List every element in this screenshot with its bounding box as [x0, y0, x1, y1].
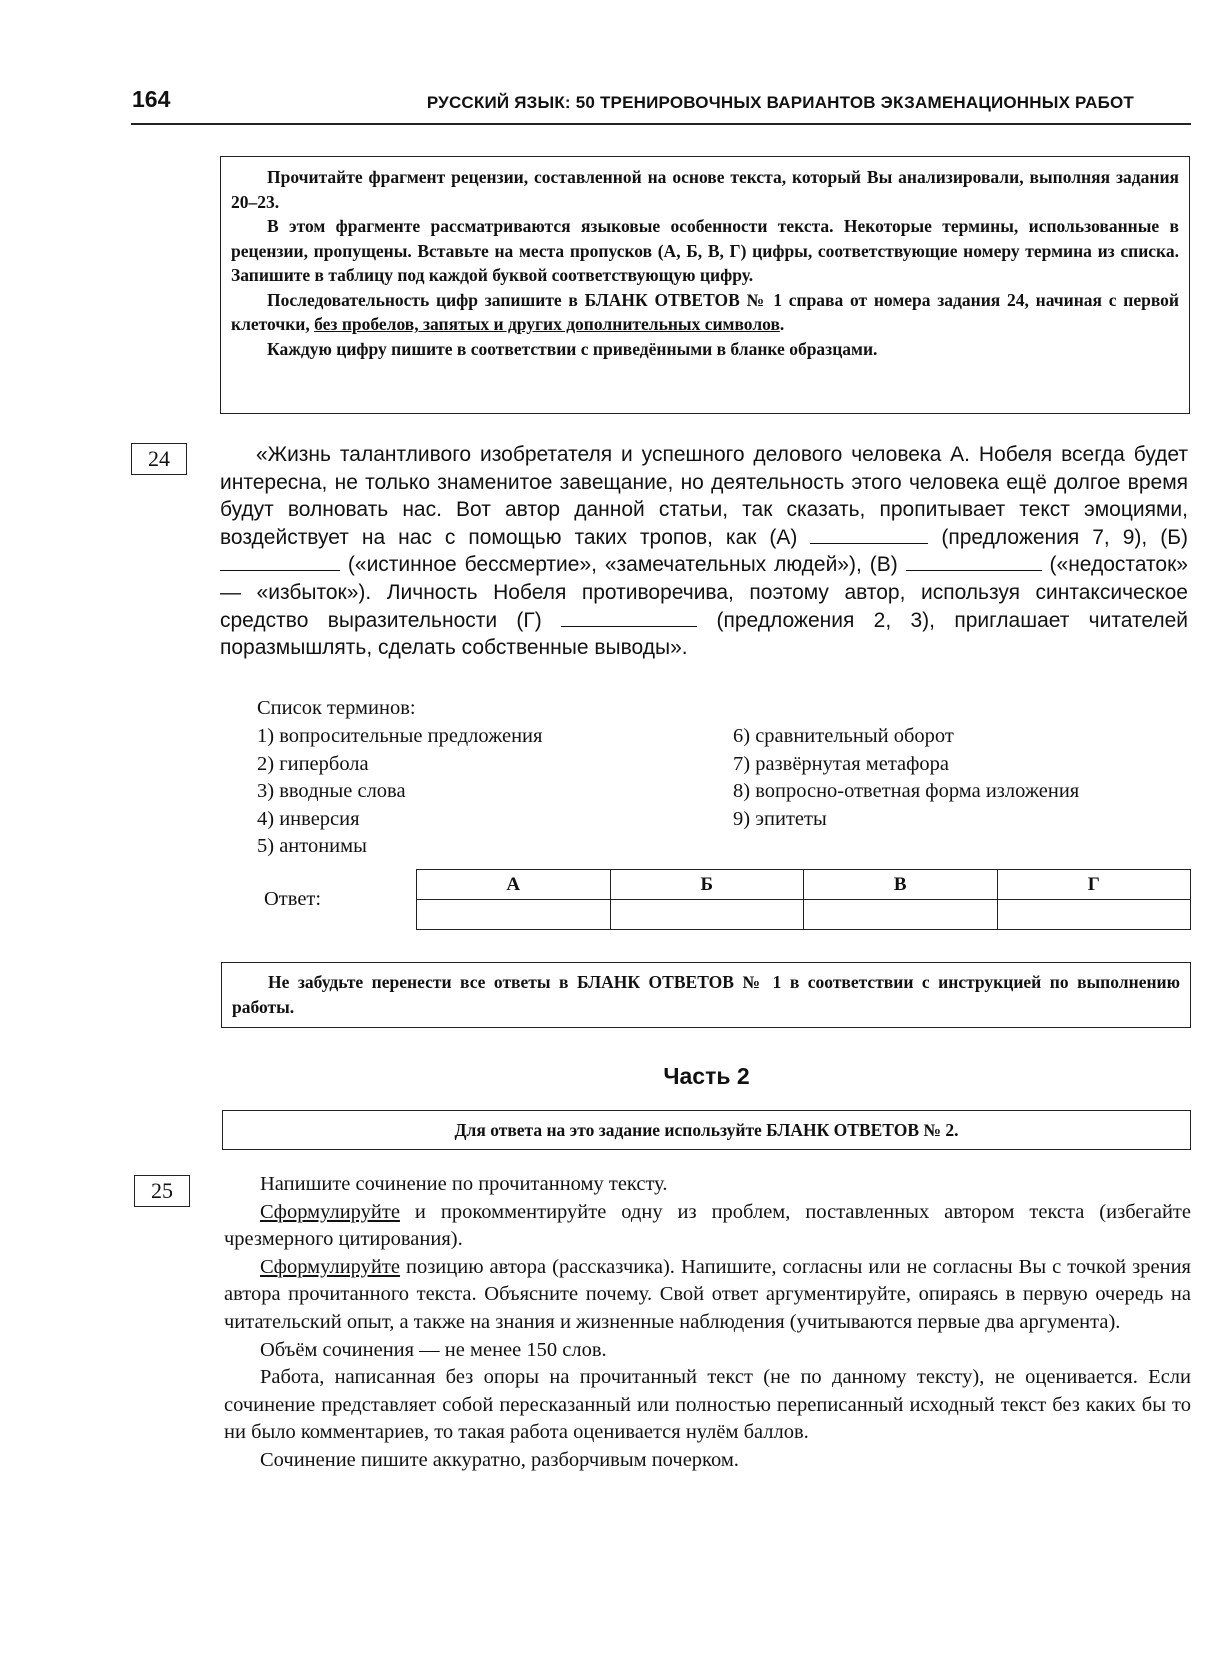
- instruction-paragraph: Прочитайте фрагмент рецензии, составленной на основе текста, который Вы анализировали, выполняя задания 20–23.: [231, 167, 1179, 212]
- term-item: 7) развёрнутая метафора: [733, 752, 950, 775]
- answer-input-row: [417, 900, 1191, 930]
- underlined-verb: Сформулируйте: [260, 1255, 400, 1278]
- blank-g: [561, 607, 697, 627]
- instruction-paragraph: В этом фрагменте рассматриваются языковые особенности текста. Некоторые термины, использованные в рецензии, пропущены. Вставьте на места пропусков (А, Б, В, Г) цифры, соответствующие номеру термина из списка. Запишите в таблицу под каждой буквой соответствующую цифру.: [231, 216, 1179, 285]
- review-text: «Жизнь талантливого изобретателя и успешного делового человека А. Нобеля всегда будет интересна, не только знаменитое завещание, но деятельность этого человека ещё долгое время будут волновать нас. Вот автор данной статьи, так сказать, пропитывает текст эмоциями, воздействует на нас с помощью таких тропов, как (А): [220, 443, 1188, 549]
- review-text: («недостаток» — «избыток»). Личность Нобеля противоречива, поэтому автор, используя синтаксическое средство выразительности (Г): [220, 553, 1188, 632]
- blank-a: [810, 524, 928, 544]
- task-number-badge: 25: [134, 1175, 190, 1207]
- essay-paragraph: [224, 1199, 1191, 1254]
- answer-table: [416, 869, 1191, 930]
- form-note-text: Для ответа на это задание используйте БЛАНК ОТВЕТОВ № 2.: [454, 1120, 959, 1140]
- instruction-paragraph: Каждую цифру пишите в соответствии с приведёнными в бланке образцами.: [267, 338, 878, 359]
- term-item: 2) гипербола: [257, 752, 369, 775]
- answer-cell-a[interactable]: [417, 900, 611, 930]
- essay-paragraph: Объём сочинения — не менее 150 слов.: [260, 1338, 607, 1361]
- page-number: 164: [132, 86, 171, 112]
- term-item: 9) эпитеты: [733, 807, 827, 830]
- blank-b: [220, 551, 340, 571]
- instruction-underlined-text: без пробелов, запятых и других дополнительных символов: [314, 314, 780, 334]
- instructions-box: [220, 156, 1190, 414]
- term-item: 1) вопросительные предложения: [257, 725, 543, 747]
- reminder-text: Не забудьте перенести все ответы в БЛАНК ОТВЕТОВ № 1 в соответствии с инструкцией по выполнению работы.: [232, 972, 1180, 1017]
- terms-column-left: [257, 723, 542, 861]
- terms-list-title: Список терминов:: [257, 697, 416, 719]
- task-number-badge: 24: [131, 443, 187, 475]
- answer-header-row: [417, 870, 1191, 900]
- essay-task: [224, 1171, 1191, 1475]
- review-fragment: [220, 441, 1188, 662]
- essay-paragraph: Сочинение пишите аккуратно, разборчивым почерком.: [260, 1448, 739, 1471]
- answer-cell-v[interactable]: [804, 900, 998, 930]
- answer-label: Ответ:: [264, 888, 322, 910]
- term-item: 6) сравнительный оборот: [733, 725, 954, 747]
- answer-cell-g[interactable]: [997, 900, 1191, 930]
- review-text: (предложения 2, 3), приглашает читателей поразмышлять, сделать собственные выводы».: [220, 608, 1188, 660]
- answer-header-a: А: [417, 870, 611, 900]
- instruction-text: .: [779, 314, 785, 334]
- reminder-box: [221, 962, 1191, 1028]
- review-text: («истинное бессмертие», «замечательных людей»), (В): [347, 553, 898, 577]
- blank-v: [906, 551, 1042, 571]
- header-divider: [131, 123, 1191, 125]
- instruction-paragraph: [231, 288, 1179, 337]
- terms-column-right: [733, 723, 1079, 833]
- underlined-verb: Сформулируйте: [260, 1200, 400, 1223]
- term-item: 3) вводные слова: [257, 780, 406, 802]
- part-title: Часть 2: [663, 1063, 750, 1089]
- term-item: 8) вопросно-ответная форма изложения: [733, 780, 1080, 802]
- essay-text: позицию автора (рассказчика). Напишите, согласны или не согласны Вы с точкой зрения автора прочитанного текста. Объясните почему. Свой ответ аргументируйте, опираясь в первую очередь на читательский опыт, а также на знания и жизненные наблюдения (учитываются первые два аргумента).: [224, 1255, 1191, 1333]
- running-title: РУССКИЙ ЯЗЫК: 50 ТРЕНИРОВОЧНЫХ ВАРИАНТОВ ЭКЗАМЕНАЦИОННЫХ РАБОТ: [426, 93, 1134, 112]
- essay-paragraph: Работа, написанная без опоры на прочитанный текст (не по данному тексту), не оценивается. Если сочинение представляет собой пересказанный или полностью переписанный исходный текст без каких бы то ни было комментариев, то такая работа оценивается нулём баллов.: [224, 1366, 1191, 1444]
- answer-cell-b[interactable]: [610, 900, 804, 930]
- essay-text: и прокомментируйте одну из проблем, поставленных автором текста (избегайте чрезмерного цитирования).: [224, 1200, 1191, 1251]
- essay-paragraph: [224, 1254, 1191, 1337]
- instruction-text: Последовательность цифр запишите в БЛАНК ОТВЕТОВ № 1 справа от номера задания 24, начиная с первой клеточки,: [231, 289, 1179, 334]
- term-item: 4) инверсия: [257, 807, 360, 830]
- form-note-box: [222, 1110, 1191, 1150]
- essay-paragraph: Напишите сочинение по прочитанному тексту.: [260, 1173, 668, 1195]
- answer-header-b: Б: [610, 870, 804, 900]
- answer-header-g: Г: [997, 870, 1191, 900]
- answer-header-v: В: [804, 870, 998, 900]
- term-item: 5) антонимы: [257, 835, 367, 857]
- review-text: (предложения 7, 9), (Б): [941, 525, 1188, 549]
